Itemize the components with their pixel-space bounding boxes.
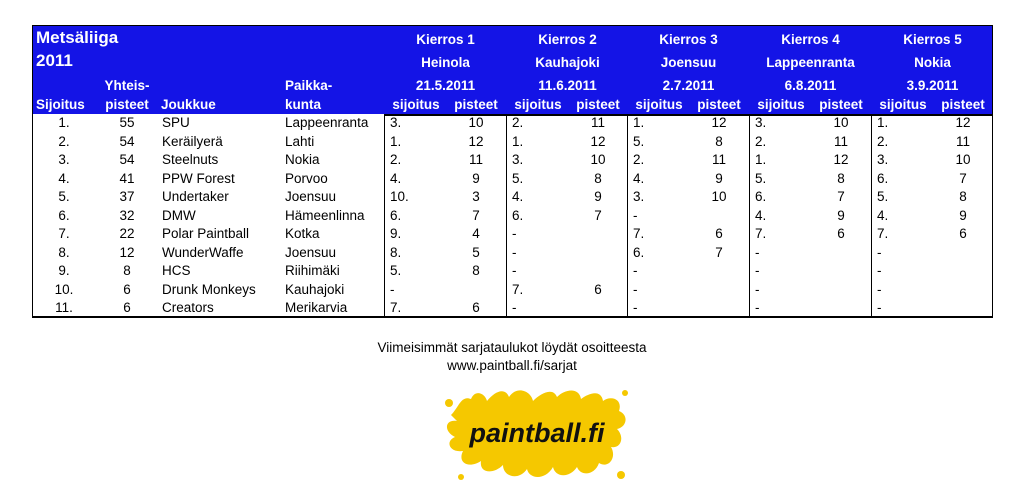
header-points-top: Yhteis- bbox=[104, 78, 150, 93]
round-rank: 6. bbox=[877, 170, 889, 186]
round-name: Kierros 3 bbox=[659, 32, 718, 47]
round-points: 9 bbox=[472, 170, 480, 186]
logo-text: paintball.fi bbox=[469, 418, 605, 448]
round-rank: - bbox=[512, 300, 517, 315]
round-rank: 3. bbox=[390, 115, 402, 130]
round-location: Joensuu bbox=[660, 55, 717, 70]
row-team: SPU bbox=[162, 115, 190, 130]
round-points: 7 bbox=[837, 189, 845, 204]
standings-sheet bbox=[32, 25, 993, 318]
round-points: 9 bbox=[959, 207, 967, 223]
round-rank: 10. bbox=[390, 189, 409, 204]
round-points: 11 bbox=[711, 152, 726, 167]
round-points: 3 bbox=[472, 189, 480, 204]
round-rank: 2. bbox=[390, 152, 402, 167]
row-team: WunderWaffe bbox=[162, 244, 244, 260]
row-team: PPW Forest bbox=[162, 170, 235, 186]
row-rank: 4. bbox=[58, 170, 70, 186]
round-rank: 3. bbox=[633, 189, 645, 204]
round-location: Lappeenranta bbox=[766, 55, 855, 70]
row-city: Kotka bbox=[285, 226, 320, 241]
round-rank: - bbox=[755, 300, 760, 315]
round-rank: - bbox=[877, 300, 882, 315]
round-rank: 4. bbox=[633, 170, 645, 186]
round-rank: - bbox=[633, 263, 638, 278]
round-points: 7 bbox=[594, 207, 602, 223]
round-points: 7 bbox=[959, 170, 967, 186]
round-rank: 1. bbox=[877, 115, 889, 130]
row-city: Joensuu bbox=[285, 189, 337, 204]
header-rank: Sijoitus bbox=[36, 97, 85, 112]
round-rank: 4. bbox=[512, 189, 524, 204]
round-rank: - bbox=[512, 244, 517, 260]
round-points: 12 bbox=[833, 152, 849, 167]
round-rank: 6. bbox=[390, 207, 402, 223]
round-points: 10 bbox=[590, 152, 606, 167]
subheader-rank: sijoitus bbox=[514, 97, 562, 112]
round-points: 6 bbox=[959, 226, 967, 241]
row-total-points: 8 bbox=[123, 263, 131, 278]
table-row bbox=[33, 151, 992, 170]
row-city: Merikarvia bbox=[285, 300, 348, 315]
league-year: 2011 bbox=[36, 51, 73, 70]
subheader-points: pisteet bbox=[941, 97, 985, 112]
row-rank: 7. bbox=[58, 226, 70, 241]
subheader-points: pisteet bbox=[576, 97, 620, 112]
table-row bbox=[33, 299, 992, 318]
round-rank: 5. bbox=[755, 170, 767, 186]
round-rank: - bbox=[877, 281, 882, 297]
row-rank: 5. bbox=[58, 189, 70, 204]
row-city: Lahti bbox=[285, 133, 315, 149]
round-points: 7 bbox=[472, 207, 480, 223]
round-points: 5 bbox=[472, 244, 480, 260]
header-city-top: Paikka- bbox=[285, 78, 333, 93]
round-name: Kierros 4 bbox=[781, 32, 840, 47]
table-row bbox=[33, 281, 992, 300]
row-city: Joensuu bbox=[285, 244, 337, 260]
row-team: Polar Paintball bbox=[162, 226, 250, 241]
round-points: 10 bbox=[955, 152, 971, 167]
table-body bbox=[32, 114, 993, 318]
round-rank: 3. bbox=[512, 152, 524, 167]
round-points: 8 bbox=[837, 170, 845, 186]
round-rank: - bbox=[877, 244, 882, 260]
round-rank: 1. bbox=[755, 152, 767, 167]
round-rank: 6. bbox=[755, 189, 767, 204]
round-rank: 3. bbox=[755, 115, 767, 130]
round-points: 12 bbox=[711, 115, 727, 130]
round-rank: - bbox=[633, 281, 638, 297]
subheader-rank: sijoitus bbox=[879, 97, 927, 112]
round-rank: 2. bbox=[877, 133, 889, 149]
row-team: HCS bbox=[162, 263, 191, 278]
row-city: Lappeenranta bbox=[285, 115, 369, 130]
round-rank: 2. bbox=[633, 152, 645, 167]
round-rank: 4. bbox=[877, 207, 889, 223]
round-rank: 7. bbox=[390, 300, 402, 315]
header-team: Joukkue bbox=[161, 97, 216, 112]
round-points: 10 bbox=[711, 189, 727, 204]
round-location: Kauhajoki bbox=[535, 55, 600, 70]
round-rank: 2. bbox=[512, 115, 524, 130]
league-title: Metsäliiga bbox=[36, 28, 119, 47]
row-team: Steelnuts bbox=[162, 152, 219, 167]
round-points: 11 bbox=[955, 133, 970, 149]
round-rank: - bbox=[512, 226, 517, 241]
table-row bbox=[33, 114, 992, 133]
table-row bbox=[33, 188, 992, 207]
row-total-points: 22 bbox=[119, 226, 135, 241]
table-row bbox=[33, 207, 992, 226]
paint-drop bbox=[617, 471, 625, 479]
round-location: Heinola bbox=[421, 55, 470, 70]
footer-note: Viimeisimmät sarjataulukot löydät osoitteesta bbox=[377, 340, 647, 355]
round-rank: 4. bbox=[755, 207, 767, 223]
round-points: 8 bbox=[472, 263, 480, 278]
row-city: Kauhajoki bbox=[285, 281, 345, 297]
round-rank: 8. bbox=[390, 244, 402, 260]
table-header bbox=[32, 25, 993, 114]
row-city: Nokia bbox=[285, 152, 320, 167]
row-total-points: 37 bbox=[119, 189, 135, 204]
table-row bbox=[33, 262, 992, 281]
row-rank: 6. bbox=[58, 207, 70, 223]
row-rank: 9. bbox=[58, 263, 70, 278]
round-rank: 1. bbox=[390, 133, 402, 149]
round-date: 6.8.2011 bbox=[784, 78, 837, 93]
round-points: 6 bbox=[715, 226, 723, 241]
round-name: Kierros 5 bbox=[903, 32, 962, 47]
round-points: 6 bbox=[472, 300, 480, 315]
round-rank: 2. bbox=[755, 133, 767, 149]
header-points-bottom: pisteet bbox=[105, 97, 149, 112]
table-row bbox=[33, 225, 992, 244]
round-rank: 7. bbox=[512, 281, 524, 297]
subheader-rank: sijoitus bbox=[392, 97, 440, 112]
row-total-points: 6 bbox=[123, 281, 131, 297]
round-points: 11 bbox=[590, 115, 605, 130]
paint-drop bbox=[622, 390, 628, 396]
row-city: Porvoo bbox=[285, 170, 328, 186]
row-total-points: 55 bbox=[119, 115, 135, 130]
table-row bbox=[33, 133, 992, 152]
row-total-points: 54 bbox=[119, 133, 135, 149]
row-total-points: 41 bbox=[119, 170, 135, 186]
paint-drop bbox=[458, 474, 464, 480]
row-total-points: 6 bbox=[123, 300, 131, 315]
row-rank: 10. bbox=[54, 281, 74, 297]
round-points: 9 bbox=[594, 189, 602, 204]
round-points: 11 bbox=[833, 133, 848, 149]
header-city-bottom: kunta bbox=[285, 97, 322, 112]
paint-drop bbox=[445, 399, 453, 407]
row-rank: 2. bbox=[58, 133, 70, 149]
row-city: Riihimäki bbox=[285, 263, 340, 278]
round-date: 21.5.2011 bbox=[415, 78, 476, 93]
row-team: Keräilyerä bbox=[162, 133, 223, 149]
table-row bbox=[33, 244, 992, 263]
subheader-points: pisteet bbox=[819, 97, 863, 112]
round-points: 11 bbox=[468, 152, 483, 167]
round-rank: 6. bbox=[512, 207, 524, 223]
round-rank: - bbox=[755, 281, 760, 297]
round-points: 6 bbox=[594, 281, 602, 297]
round-rank: 7. bbox=[633, 226, 645, 241]
round-name: Kierros 1 bbox=[416, 32, 475, 47]
row-total-points: 32 bbox=[119, 207, 135, 223]
round-rank: 6. bbox=[633, 244, 645, 260]
round-rank: 5. bbox=[877, 189, 889, 204]
round-rank: - bbox=[512, 263, 517, 278]
round-rank: 9. bbox=[390, 226, 402, 241]
row-team: Drunk Monkeys bbox=[162, 281, 256, 297]
round-points: 12 bbox=[955, 115, 971, 130]
round-points: 12 bbox=[468, 133, 484, 149]
round-points: 10 bbox=[833, 115, 849, 130]
round-points: 6 bbox=[837, 226, 845, 241]
round-rank: - bbox=[755, 263, 760, 278]
round-date: 2.7.2011 bbox=[662, 78, 715, 93]
row-rank: 11. bbox=[55, 300, 73, 315]
round-rank: 7. bbox=[755, 226, 767, 241]
round-points: 9 bbox=[715, 170, 723, 186]
row-team: DMW bbox=[162, 207, 196, 223]
round-rank: - bbox=[877, 263, 882, 278]
round-name: Kierros 2 bbox=[538, 32, 597, 47]
round-rank: 3. bbox=[877, 152, 889, 167]
footer-link[interactable]: www.paintball.fi/sarjat bbox=[447, 358, 577, 373]
subheader-rank: sijoitus bbox=[635, 97, 683, 112]
row-rank: 8. bbox=[58, 244, 70, 260]
round-points: 8 bbox=[715, 133, 723, 149]
round-date: 3.9.2011 bbox=[906, 78, 959, 93]
round-rank: 1. bbox=[633, 115, 645, 130]
paintball-logo bbox=[441, 385, 631, 485]
round-rank: 4. bbox=[390, 170, 402, 186]
round-location: Nokia bbox=[914, 55, 951, 70]
row-total-points: 12 bbox=[119, 244, 135, 260]
round-rank: 5. bbox=[512, 170, 524, 186]
round-rank: - bbox=[755, 244, 760, 260]
round-points: 4 bbox=[472, 226, 480, 241]
subheader-rank: sijoitus bbox=[757, 97, 805, 112]
round-points: 8 bbox=[959, 189, 967, 204]
round-points: 7 bbox=[715, 244, 723, 260]
round-rank: - bbox=[633, 207, 638, 223]
row-rank: 1. bbox=[58, 115, 70, 130]
row-rank: 3. bbox=[58, 152, 70, 167]
round-rank: 7. bbox=[877, 226, 889, 241]
round-points: 10 bbox=[468, 115, 484, 130]
subheader-points: pisteet bbox=[697, 97, 741, 112]
row-city: Hämeenlinna bbox=[285, 207, 365, 223]
row-team: Creators bbox=[162, 300, 214, 315]
row-team: Undertaker bbox=[162, 189, 229, 204]
row-total-points: 54 bbox=[119, 152, 135, 167]
round-points: 8 bbox=[594, 170, 602, 186]
round-rank: 5. bbox=[390, 263, 402, 278]
round-points: 9 bbox=[837, 207, 845, 223]
round-date: 11.6.2011 bbox=[538, 78, 597, 93]
round-rank: - bbox=[390, 281, 395, 297]
round-points: 12 bbox=[590, 133, 606, 149]
subheader-points: pisteet bbox=[454, 97, 498, 112]
table-row bbox=[33, 170, 992, 189]
round-rank: 5. bbox=[633, 133, 645, 149]
round-rank: - bbox=[633, 300, 638, 315]
round-rank: 1. bbox=[512, 133, 524, 149]
